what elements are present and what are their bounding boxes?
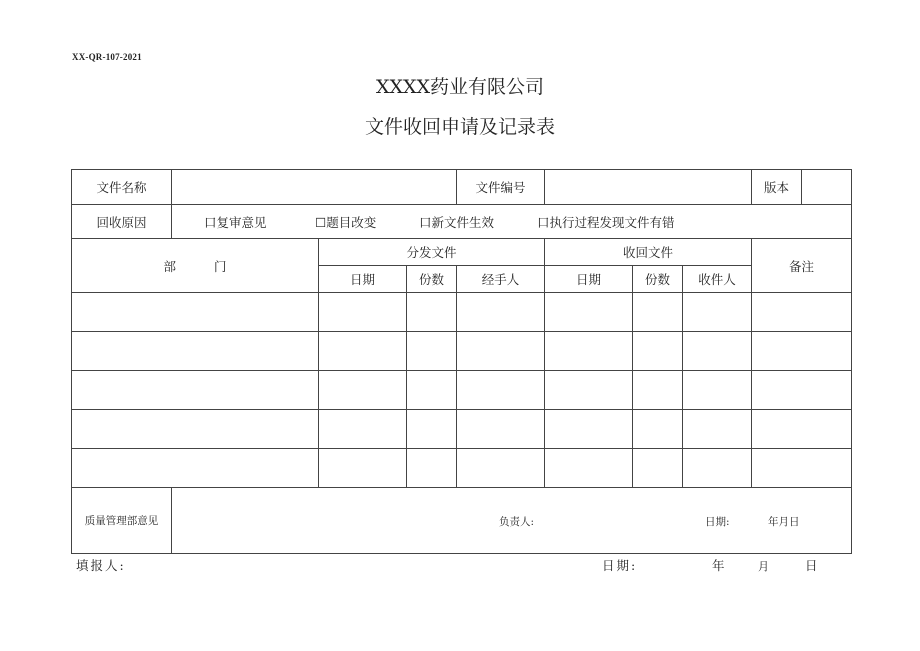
recall-reason-options: [172, 205, 852, 239]
recall-reason-row: [72, 205, 852, 239]
rec-copies-cell[interactable]: [633, 410, 683, 449]
dist-handler-cell[interactable]: [457, 410, 545, 449]
footer-day-label: 日: [805, 558, 818, 573]
dist-handler-cell[interactable]: [457, 293, 545, 332]
recall-reason-label: 回收原因: [72, 205, 172, 239]
remarks-cell[interactable]: [752, 332, 852, 371]
file-name-field[interactable]: [172, 170, 457, 205]
dist-copies-cell[interactable]: [407, 449, 457, 488]
department-cell[interactable]: [72, 293, 319, 332]
version-field[interactable]: [802, 170, 852, 205]
rec-copies-cell[interactable]: [633, 449, 683, 488]
version-label: 版本: [752, 170, 802, 205]
reason-option-error-found[interactable]: 口执行过程发现文件有错: [537, 214, 675, 230]
footer-date-label: 日期:: [602, 558, 638, 573]
table-row: [72, 449, 852, 488]
department-cell[interactable]: [72, 332, 319, 371]
rec-copies-cell[interactable]: [633, 293, 683, 332]
rec-date-cell[interactable]: [545, 371, 633, 410]
form-title: 文件收回申请及记录表: [364, 116, 555, 138]
reason-option-new-file[interactable]: 口新文件生效: [419, 214, 495, 230]
dist-copies-cell[interactable]: [407, 332, 457, 371]
table-row: [72, 332, 852, 371]
qa-opinion-row: [72, 488, 852, 554]
table-row: [72, 293, 852, 332]
rec-copies-cell[interactable]: [633, 371, 683, 410]
remarks-cell[interactable]: [752, 449, 852, 488]
table-row: [72, 371, 852, 410]
table-row: [72, 410, 852, 449]
qa-responsible-label: 负责人:: [499, 516, 535, 528]
rec-date-cell[interactable]: [545, 449, 633, 488]
department-header: 部 门: [72, 239, 319, 293]
file-number-label: 文件编号: [457, 170, 545, 205]
qa-date-label: 日期:: [705, 516, 730, 528]
distribute-files-header: 分发文件: [319, 239, 545, 266]
dist-date-cell[interactable]: [319, 293, 407, 332]
recall-record-table: [71, 169, 852, 554]
rec-receiver-cell[interactable]: [683, 371, 752, 410]
rec-receiver-cell[interactable]: [683, 449, 752, 488]
rec-copies-cell[interactable]: [633, 332, 683, 371]
remarks-header: 备注: [752, 239, 852, 293]
dist-date-cell[interactable]: [319, 410, 407, 449]
qa-ymd-label: 年月日: [768, 516, 800, 528]
dist-handler-cell[interactable]: [457, 332, 545, 371]
dist-handler-cell[interactable]: [457, 449, 545, 488]
rec-receiver-cell[interactable]: [683, 293, 752, 332]
footer-year-label: 年: [712, 558, 725, 573]
document-code: XX-QR-107-2021: [72, 52, 142, 62]
dist-date-cell[interactable]: [319, 449, 407, 488]
remarks-cell[interactable]: [752, 293, 852, 332]
dist-copies-cell[interactable]: [407, 410, 457, 449]
rec-receiver-cell[interactable]: [683, 332, 752, 371]
rec-date-header: 日期: [545, 266, 633, 293]
remarks-cell[interactable]: [752, 410, 852, 449]
reason-option-title-change[interactable]: ☐题目改变: [315, 214, 377, 230]
department-cell[interactable]: [72, 371, 319, 410]
rec-date-cell[interactable]: [545, 293, 633, 332]
department-cell[interactable]: [72, 449, 319, 488]
file-name-label: 文件名称: [72, 170, 172, 205]
qa-opinion-label: 质量管理部意见: [72, 488, 172, 554]
remarks-cell[interactable]: [752, 371, 852, 410]
file-info-row: [72, 170, 852, 205]
dist-handler-header: 经手人: [457, 266, 545, 293]
dist-handler-cell[interactable]: [457, 371, 545, 410]
company-name: XXXX药业有限公司: [375, 76, 545, 98]
reason-option-review[interactable]: 口复审意见: [204, 214, 267, 230]
dist-date-cell[interactable]: [319, 332, 407, 371]
dist-copies-cell[interactable]: [407, 371, 457, 410]
department-cell[interactable]: [72, 410, 319, 449]
dist-copies-header: 份数: [407, 266, 457, 293]
dist-date-header: 日期: [319, 266, 407, 293]
qa-opinion-field[interactable]: [172, 488, 852, 554]
header-row-1: [72, 239, 852, 266]
rec-receiver-header: 收件人: [683, 266, 752, 293]
rec-receiver-cell[interactable]: [683, 410, 752, 449]
rec-date-cell[interactable]: [545, 332, 633, 371]
recall-files-header: 收回文件: [545, 239, 752, 266]
dist-date-cell[interactable]: [319, 371, 407, 410]
rec-copies-header: 份数: [633, 266, 683, 293]
file-number-field[interactable]: [545, 170, 752, 205]
filler-label: 填报人:: [76, 558, 126, 573]
dist-copies-cell[interactable]: [407, 293, 457, 332]
rec-date-cell[interactable]: [545, 410, 633, 449]
footer-month-label: 月: [758, 560, 769, 573]
